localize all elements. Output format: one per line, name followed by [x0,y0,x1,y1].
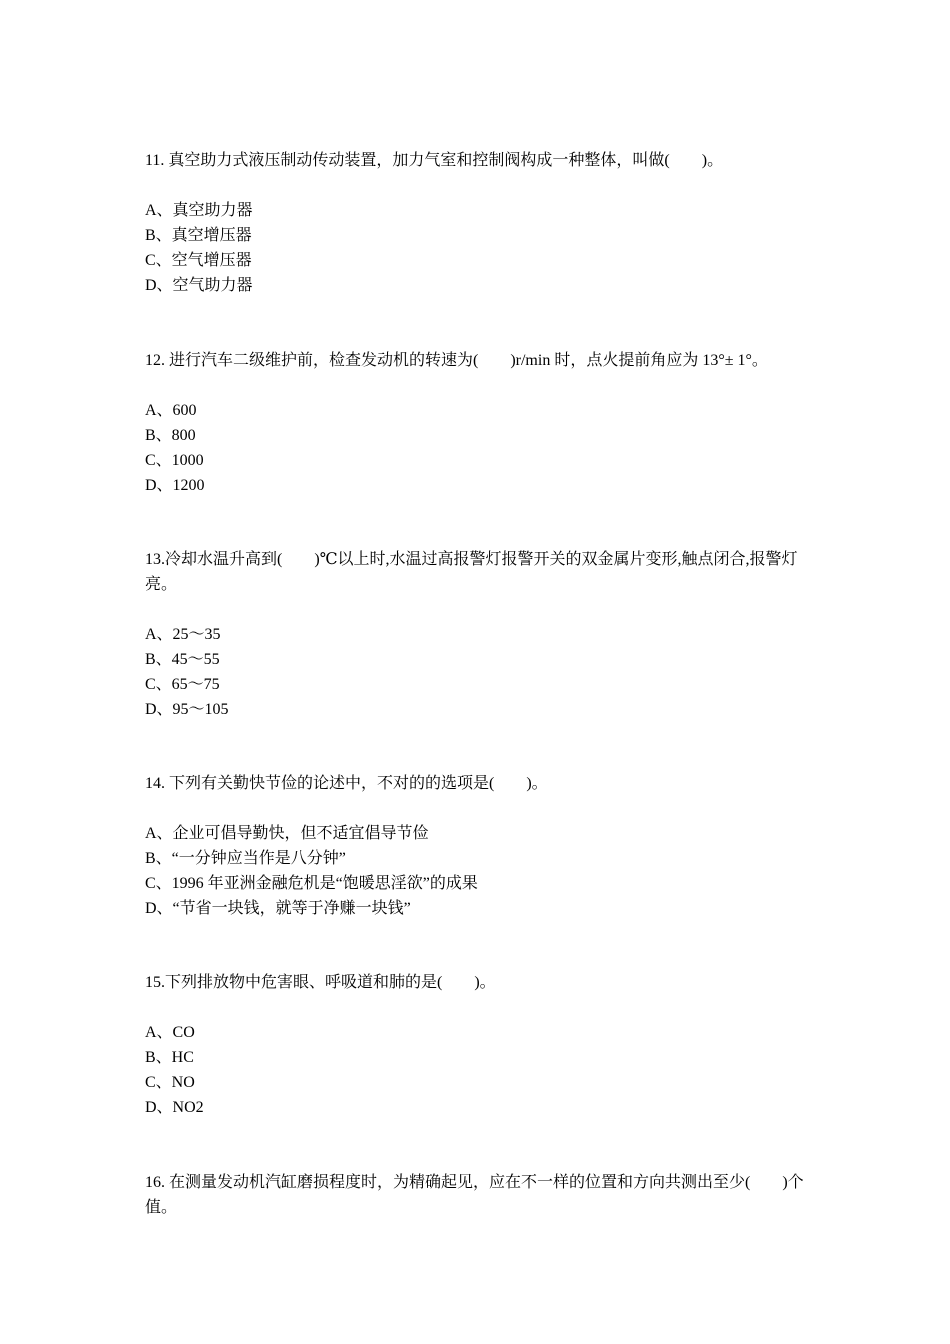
option-b: B、“一分钟应当作是八分钟” [145,850,346,867]
question-stem: 13.冷却水温升高到( )℃以上时,水温过高报警灯报警开关的双金属片变形,触点闭合,报警灯亮。 [145,551,798,593]
option-list [145,622,810,722]
option-a: A、企业可倡导勤快，但不适宜倡导节俭 [145,825,429,842]
option-b: B、HC [145,1049,194,1066]
question-12 [145,348,810,498]
question-stem: 14. 下列有关勤快节俭的论述中，不对的的选项是( )。 [145,775,548,792]
option-b: B、800 [145,427,196,444]
option-d: D、95～105 [145,701,229,718]
option-c: C、空气增压器 [145,252,252,269]
option-d: D、NO2 [145,1099,204,1116]
option-c: C、65～75 [145,676,220,693]
option-c: C、1000 [145,452,204,469]
option-list [145,198,810,298]
question-stem: 15.下列排放物中危害眼、呼吸道和肺的是( )。 [145,974,496,991]
option-list [145,821,810,921]
option-d: D、空气助力器 [145,277,253,294]
question-stem: 12. 进行汽车二级维护前，检查发动机的转速为( )r/min 时，点火提前角应为 13°± 1°。 [145,352,768,369]
option-list [145,1020,810,1120]
option-b: B、真空增压器 [145,227,252,244]
question-15 [145,970,810,1120]
question-stem: 16. 在测量发动机汽缸磨损程度时，为精确起见，应在不一样的位置和方向共测出至少( )个值。 [145,1174,804,1216]
question-14 [145,771,810,921]
option-a: A、600 [145,402,197,419]
option-d: D、“节省一块钱，就等于净赚一块钱” [145,900,411,917]
option-c: C、NO [145,1074,195,1091]
option-a: A、真空助力器 [145,202,253,219]
question-13 [145,547,810,722]
option-d: D、1200 [145,477,205,494]
option-a: A、CO [145,1024,195,1041]
question-stem: 11. 真空助力式液压制动传动装置，加力气室和控制阀构成一种整体，叫做( )。 [145,152,724,169]
option-list [145,398,810,498]
question-11 [145,148,810,298]
option-b: B、45～55 [145,651,220,668]
option-c: C、1996 年亚洲金融危机是“饱暖思淫欲”的成果 [145,875,478,892]
option-a: A、25～35 [145,626,221,643]
question-16 [145,1170,810,1220]
